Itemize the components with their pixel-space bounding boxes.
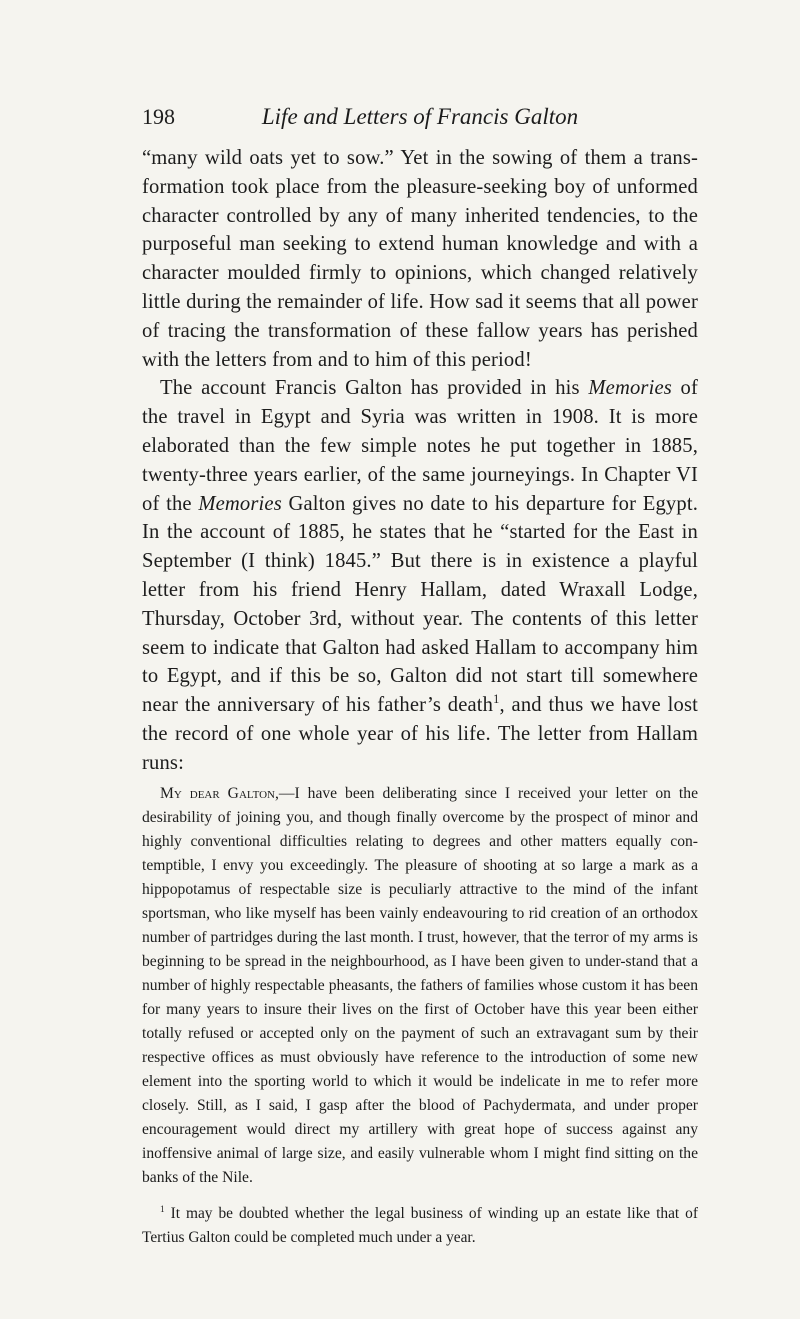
italic-title: Memories bbox=[198, 492, 282, 515]
running-title: Life and Letters of Francis Galton bbox=[261, 104, 579, 129]
footnote-reference: 1 bbox=[493, 692, 500, 707]
paragraph-egypt-account bbox=[142, 374, 698, 777]
text-span: of the travel in Egypt and Syria was written in 1908. It is more elaborated than the few simple notes he put together in 1885, twenty-three years earlier, of the same journeyings. In Chapter VI of the bbox=[142, 377, 698, 515]
footnote bbox=[142, 1202, 698, 1250]
quoted-letter bbox=[142, 782, 698, 1190]
page-body bbox=[142, 144, 698, 1250]
text-span: , and thus we have lost the record of one whole year of his life. The letter from Hallam runs: bbox=[142, 694, 698, 774]
paragraph-continued: “many wild oats yet to sow.” Yet in the sowing of them a trans-formation took place from the pleasure-seeking boy of unformed character controlled by any of many inherited tendencies, to the purposeful man seeking to extend human knowledge and with a character moulded firmly to opinions, which changed relatively little during the remainder of life. How sad it seems that all power of tracing the transformation of these fallow years has perished with the letters from and to him of this period! bbox=[142, 147, 698, 371]
footnote-mark: 1 bbox=[160, 1203, 165, 1214]
page-header bbox=[142, 104, 698, 140]
footnote-text: It may be doubted whether the legal business of winding up an estate like that of Tertius Galton could be completed much under a year. bbox=[142, 1204, 698, 1246]
italic-title: Memories bbox=[588, 377, 672, 400]
letter-body: —I have been deliberating since I received your letter on the desirability of joining you, and though finally overcome by the prospect of minor and highly conventional difficulties relating to degrees and other matters equally con-temptible, I envy you exceedingly. The pleasure of shooting at so large a mark as a hippopotamus of respectable size is peculiarly attractive to the mind of the infant sportsman, who like myself has been vainly endeavouring to rid creation of an orthodox number of partridges during the last month. I trust, however, that the terror of my arms is beginning to be spread in the neighbourhood, as I have been given to under-stand that a number of highly respectable pheasants, the fathers of families whose custom it has been for many years to insure their lives on the first of October have this year been either totally refused or accepted only on the payment of such an extravagant sum by their respective offices as must obviously have reference to the introduction of some new element into the sporting world to which it would be indelicate in me to refer more closely. Still, as I said, I gasp after the blood of Pachydermata, and under proper encouragement would direct my artillery with great hope of success against any inoffensive animal of large size, and easily vulnerable whom I might find sitting on the banks of the Nile. bbox=[142, 784, 698, 1186]
letter-salutation: My dear Galton, bbox=[160, 784, 279, 802]
page-number: 198 bbox=[142, 104, 175, 129]
text-span: The account Francis Galton has provided in his bbox=[160, 377, 589, 400]
text-span: Galton gives no date to his departure for Egypt. In the account of 1885, he states that he “started for the East in September (I think) 1845.” But there is in existence a playful letter from his friend Henry Hallam, dated Wraxall Lodge, Thursday, October 3rd, without year. The contents of this letter seem to indicate that Galton had asked Hallam to accompany him to Egypt, and if this be so, Galton did not start till somewhere near the anniversary of his father’s death bbox=[142, 492, 698, 717]
